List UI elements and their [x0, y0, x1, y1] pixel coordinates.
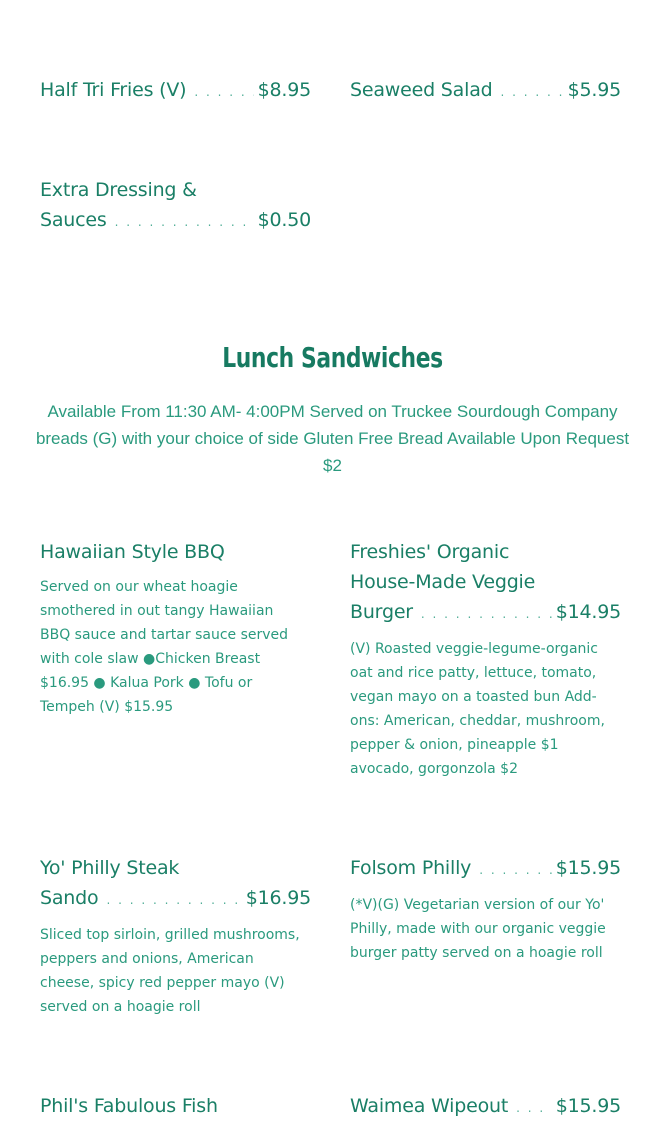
item-heading [40, 175, 311, 237]
item-name: Phil's Fabulous Fish [40, 1095, 218, 1117]
item-price: $15.95 [555, 1095, 621, 1117]
section-description: Available From 11:30 AM- 4:00PM Served on Truckee Sourdough Company breads (G) with your choice of side Gluten Free Bread Available Upon Request $2 [35, 402, 630, 475]
item-name-line: Yo' Philly Steak [40, 857, 180, 879]
item-price: $0.50 [257, 209, 311, 231]
dot-leader [421, 599, 552, 629]
item-price: $5.95 [567, 79, 621, 101]
menu-item-waimea-wipeout[interactable] [350, 1091, 621, 1123]
item-heading [350, 75, 621, 107]
item-heading [40, 853, 311, 915]
menu-item-philly-steak[interactable] [40, 853, 311, 1019]
item-name: Seaweed Salad [350, 79, 493, 101]
item-name: Half Tri Fries (V) [40, 79, 187, 101]
section-title: Lunch Sandwiches [222, 341, 443, 374]
item-heading [40, 537, 311, 567]
item-heading [350, 853, 621, 885]
dot-leader [115, 207, 254, 237]
menu-item-seaweed-salad[interactable] [350, 75, 621, 107]
item-price: $15.95 [555, 857, 621, 879]
menu-item-extra-dressing[interactable] [40, 175, 311, 237]
item-heading [40, 1091, 311, 1121]
item-price: $8.95 [257, 79, 311, 101]
item-name: Folsom Philly [350, 857, 472, 879]
dot-leader [479, 855, 551, 885]
item-description: Sliced top sirloin, grilled mushrooms, peppers and onions, American cheese, spicy red pepper mayo (V) served on a hoagie roll [40, 927, 300, 1015]
item-name-line: Extra Dressing & [40, 179, 197, 201]
item-heading [350, 1091, 621, 1123]
item-description: Served on our wheat hoagie smothered in out tangy Hawaiian BBQ sauce and tartar sauce served with cole slaw ●Chicken Breast $16.95 ● Kalua Pork ● Tofu or Tempeh (V) $15.95 [40, 579, 289, 715]
menu-item-fabulous-fish[interactable] [40, 1091, 311, 1121]
menu-item-half-tri-fries[interactable] [40, 75, 311, 107]
dot-leader [194, 77, 253, 107]
dot-leader [106, 885, 241, 915]
item-price: $16.95 [245, 887, 311, 909]
item-description: (V) Roasted veggie-legume-organic oat and rice patty, lettuce, tomato, vegan mayo on a toasted bun Add-ons: American, cheddar, mushroom, pepper & onion, pineapple $1 avocado, gorgonzola $2 [350, 641, 605, 777]
item-name: Waimea Wipeout [350, 1095, 509, 1117]
menu-item-veggie-burger[interactable] [350, 537, 621, 781]
item-price: $14.95 [555, 601, 621, 623]
item-name-line: Sando [40, 887, 99, 909]
dot-leader [516, 1093, 552, 1123]
menu-item-folsom-philly[interactable] [350, 853, 621, 965]
menu-item-hawaiian-bbq[interactable] [40, 537, 311, 719]
item-heading [350, 537, 621, 629]
item-heading [40, 75, 311, 107]
dot-leader [501, 77, 564, 107]
item-description: (*V)(G) Vegetarian version of our Yo' Philly, made with our organic veggie burger patty served on a hoagie roll [350, 897, 606, 961]
item-name-line: Sauces [40, 209, 107, 231]
item-name-line: Burger [350, 601, 413, 623]
item-name-line: Freshies' Organic [350, 541, 510, 563]
item-name-line: House-Made Veggie [350, 571, 536, 593]
item-name: Hawaiian Style BBQ [40, 541, 225, 563]
